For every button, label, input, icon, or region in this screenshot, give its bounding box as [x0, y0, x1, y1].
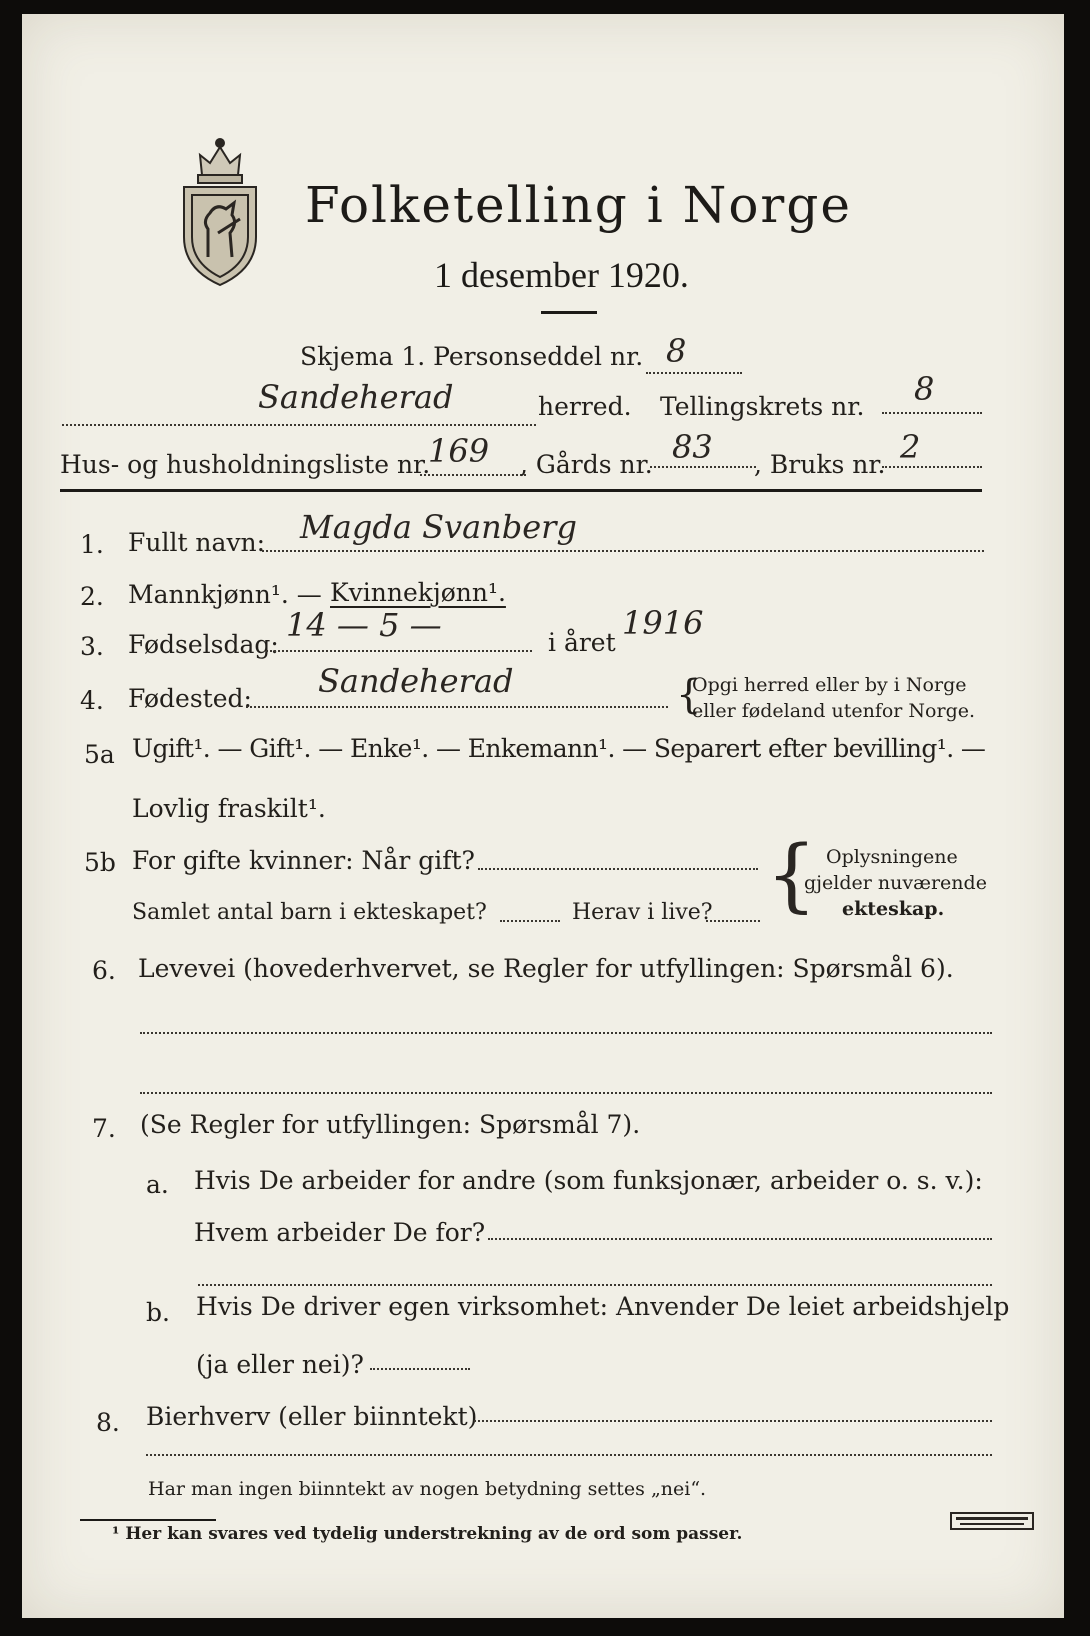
q1-label: Fullt navn: — [128, 528, 266, 557]
form-title: Folketelling i Norge — [305, 176, 852, 234]
herred-line — [62, 424, 536, 426]
q4-note-line2: eller fødeland utenfor Norge. — [692, 700, 976, 722]
footnote: ¹ Her kan svares ved tydelig understrekning av de ord som passer. — [112, 1524, 743, 1544]
q4-label: Fødested: — [128, 684, 252, 713]
header-rule — [60, 489, 982, 492]
gards-line — [650, 466, 756, 468]
gards-label: , Gårds nr. — [520, 450, 653, 479]
bruks-number: 2 — [900, 428, 921, 466]
footnote-rule — [80, 1519, 216, 1521]
q5b-married-line — [478, 868, 758, 870]
hus-number: 169 — [428, 432, 490, 470]
q5b-note-line2: gjelder nuværende — [804, 872, 987, 894]
q6-label: Levevei (hovederhvervet, se Regler for utfyllingen: Spørsmål 6). — [138, 954, 954, 983]
tellingskrets-label: Tellingskrets nr. — [660, 392, 865, 421]
q8-line-2 — [146, 1454, 992, 1456]
herred-label: herred. — [538, 392, 632, 421]
q5b-brace: { — [766, 828, 817, 921]
q7b-line2: (ja eller nei)? — [196, 1350, 364, 1379]
hus-line — [420, 474, 526, 476]
q2-male-option: Mannkjønn¹. — — [128, 580, 322, 609]
bruks-label: , Bruks nr. — [754, 450, 886, 479]
birth-year-value: 1916 — [622, 604, 704, 642]
q5a-number: 5a — [84, 740, 115, 769]
q4-number: 4. — [80, 686, 104, 715]
q5b-alive-label: Herav i live? — [572, 900, 713, 925]
norway-coat-of-arms-icon — [178, 137, 262, 287]
tellingskrets-number: 8 — [914, 370, 935, 408]
title-divider — [541, 311, 597, 314]
bruks-line — [882, 466, 982, 468]
full-name-value: Magda Svanberg — [300, 508, 577, 546]
q7a-letter: a. — [146, 1170, 169, 1199]
personseddel-number: 8 — [666, 332, 687, 370]
q7a-line2: Hvem arbeider De for? — [194, 1218, 486, 1247]
q6-line-2 — [140, 1092, 992, 1094]
q3-line — [266, 650, 532, 652]
q7b-letter: b. — [146, 1298, 170, 1327]
q5b-line1: For gifte kvinner: Når gift? — [132, 846, 475, 875]
q3-label: Fødselsdag: — [128, 630, 279, 659]
personseddel-line — [646, 372, 742, 374]
q5a-options-line2: Lovlig fraskilt¹. — [132, 794, 326, 823]
q1-number: 1. — [80, 530, 104, 559]
q5b-children-line — [500, 920, 560, 922]
q5b-children-label: Samlet antal barn i ekteskapet? — [132, 900, 487, 925]
q5b-note-line3: ekteskap. — [842, 898, 945, 920]
q6-number: 6. — [92, 956, 116, 985]
q7a-employer-line — [488, 1238, 992, 1240]
q8-number: 8. — [96, 1408, 120, 1437]
q1-line — [262, 550, 984, 552]
q7a-extra-line — [198, 1284, 992, 1286]
q7a-line1: Hvis De arbeider for andre (som funksjonær, arbeider o. s. v.): — [194, 1166, 983, 1195]
printer-stamp-icon — [950, 1510, 1034, 1532]
biinntekt-note: Har man ingen biinntekt av nogen betydning settes „nei“. — [148, 1478, 707, 1500]
q3-year-label: i året — [548, 628, 616, 657]
birthplace-value: Sandeherad — [318, 662, 514, 700]
q7b-line1: Hvis De driver egen virksomhet: Anvender De leiet arbeidshjelp — [196, 1292, 1010, 1321]
birth-date-value: 14 — 5 — — [286, 606, 442, 644]
q6-line-1 — [140, 1032, 992, 1034]
q5b-alive-line — [706, 920, 760, 922]
q2-female-option: Kvinnekjønn¹. — [330, 578, 506, 607]
q8-label: Bierhverv (eller biinntekt) — [146, 1402, 478, 1431]
q7b-answer-line — [370, 1368, 470, 1370]
skjema-label: Skjema 1. Personseddel nr. — [300, 342, 644, 371]
q8-line-1 — [474, 1420, 992, 1422]
hus-label: Hus- og husholdningsliste nr. — [60, 450, 431, 479]
q7-number: 7. — [92, 1114, 116, 1143]
census-date: 1 desember 1920. — [434, 255, 689, 295]
herred-value: Sandeherad — [258, 378, 454, 416]
q5a-options-line1: Ugift¹. — Gift¹. — Enke¹. — Enkemann¹. — Separert efter bevilling¹. — — [132, 734, 986, 763]
q2-number: 2. — [80, 582, 104, 611]
gards-number: 83 — [672, 428, 713, 466]
q7-label: (Se Regler for utfyllingen: Spørsmål 7). — [140, 1110, 641, 1139]
q4-line — [246, 706, 668, 708]
q4-note-line1: Opgi herred eller by i Norge — [692, 674, 967, 696]
q3-number: 3. — [80, 632, 104, 661]
q5b-number: 5b — [84, 848, 116, 877]
q5b-note-line1: Oplysningene — [826, 846, 958, 868]
q4-brace: { — [676, 672, 702, 718]
tellingskrets-line — [882, 412, 982, 414]
